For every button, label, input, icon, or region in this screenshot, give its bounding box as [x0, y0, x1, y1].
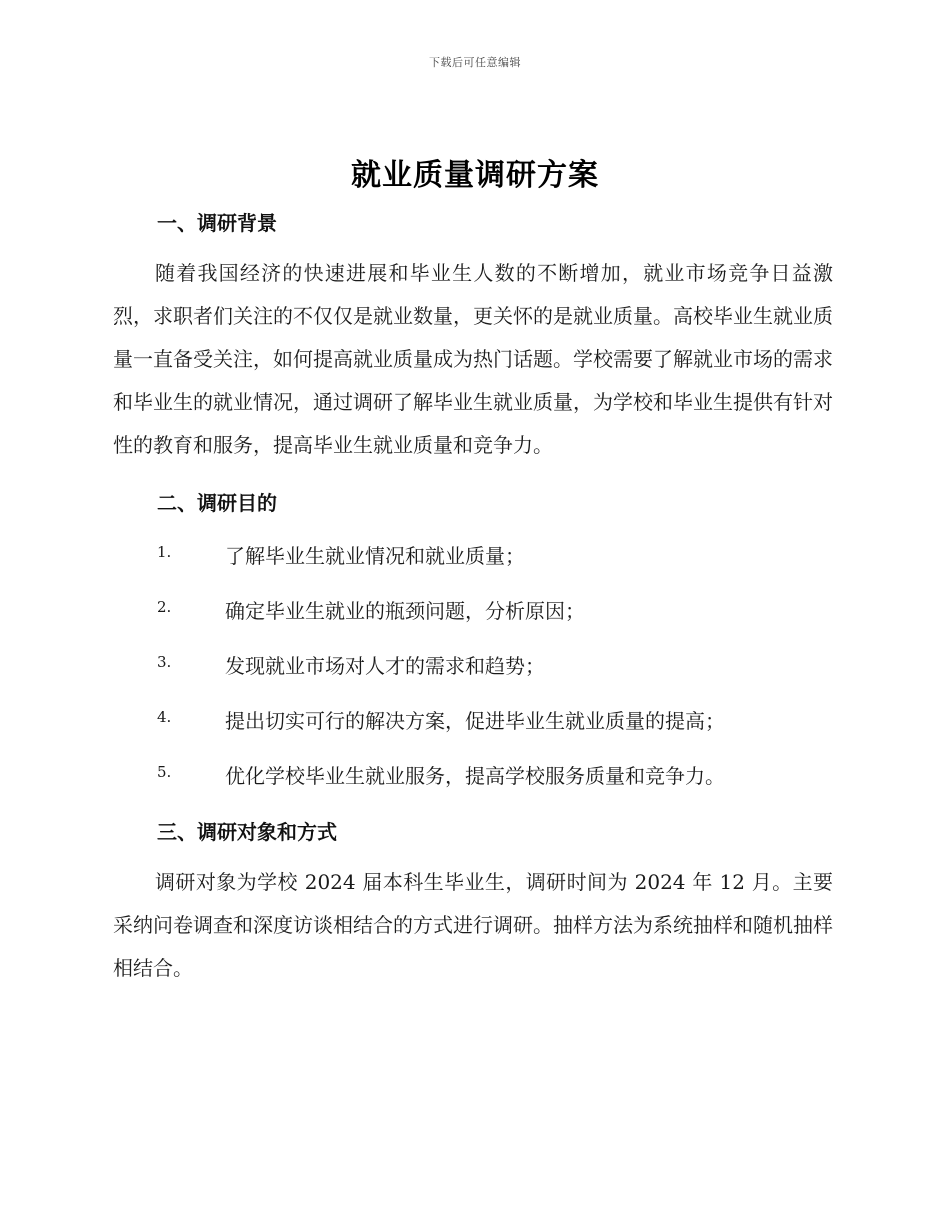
list-text: 确定毕业生就业的瓶颈问题，分析原因； [225, 599, 585, 623]
list-number: 3. [157, 653, 172, 671]
list-number: 1. [157, 543, 172, 561]
list-number: 5. [157, 763, 172, 781]
section-heading-background: 一、调研背景 [157, 211, 277, 235]
subjects-methods-paragraph: 调研对象为学校 2024 届本科生毕业生，调研时间为 2024 年 12 月。主要采纳问卷调查和深度访谈相结合的方式进行调研。抽样方法为系统抽样和随机抽样相结合。 [113, 870, 833, 980]
section-heading-subjects-methods: 三、调研对象和方式 [157, 820, 337, 844]
header-note: 下载后可任意编辑 [429, 56, 521, 69]
list-text: 提出切实可行的解决方案，促进毕业生就业质量的提高； [225, 709, 725, 733]
list-number: 4. [157, 708, 172, 726]
document-title: 就业质量调研方案 [351, 158, 599, 193]
list-text: 发现就业市场对人才的需求和趋势； [225, 654, 545, 678]
list-text: 了解毕业生就业情况和就业质量； [225, 544, 525, 568]
background-paragraph: 随着我国经济的快速进展和毕业生人数的不断增加，就业市场竞争日益激烈，求职者们关注的不仅仅是就业数量，更关怀的是就业质量。高校毕业生就业质量一直备受关注，如何提高就业质量成为热门话题。学校需要了解就业市场的需求和毕业生的就业情况，通过调研了解毕业生就业质量，为学校和毕业生提供有针对性的教育和服务，提高毕业生就业质量和竞争力。 [113, 261, 833, 457]
section-heading-purpose: 二、调研目的 [157, 491, 277, 515]
list-number: 2. [157, 598, 172, 616]
list-text: 优化学校毕业生就业服务，提高学校服务质量和竞争力。 [225, 764, 725, 788]
